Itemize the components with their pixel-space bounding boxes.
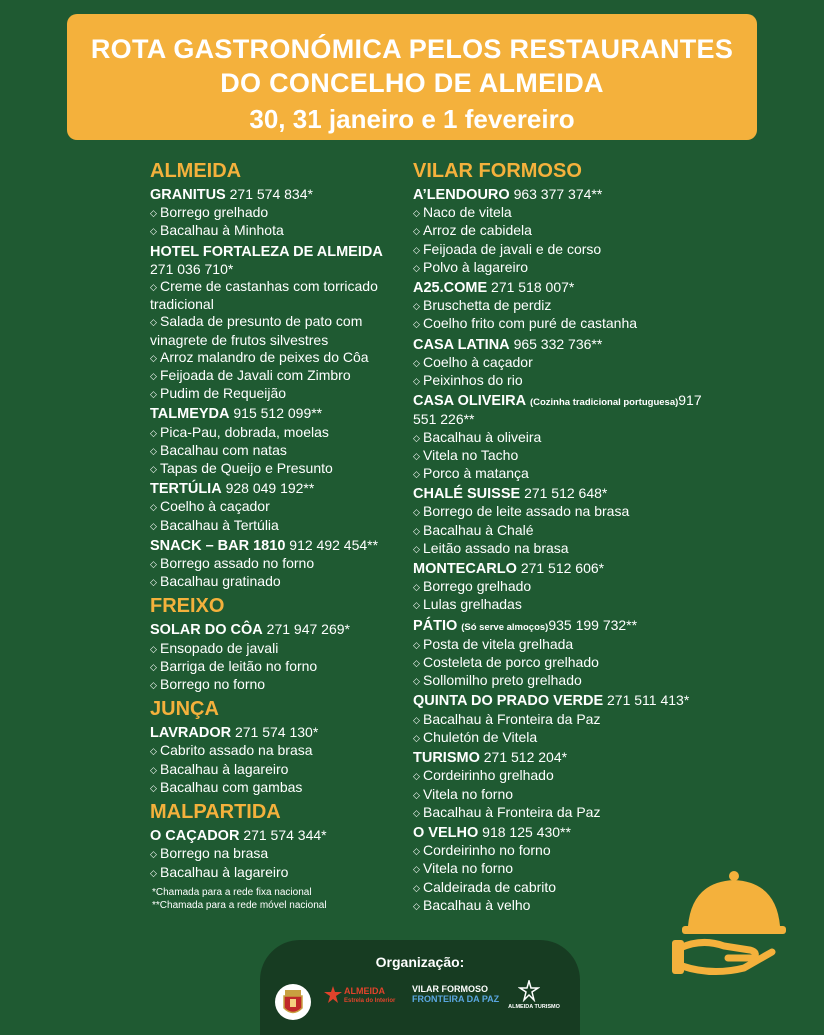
dish-item <box>150 640 405 658</box>
restaurant-phone: 271 512 606* <box>520 560 605 577</box>
dish-name: Borrego grelhado <box>160 204 269 221</box>
dish-name: Borrego grelhado <box>423 578 532 595</box>
diamond-bullet-icon: ◇ <box>150 371 157 382</box>
dish-name: Bruschetta de perdiz <box>423 297 552 314</box>
diamond-bullet-icon: ◇ <box>150 427 157 438</box>
region-heading: FREIXO <box>150 595 225 618</box>
diamond-bullet-icon: ◇ <box>413 807 420 818</box>
almeida-logo-text: ALMEIDA <box>344 986 385 996</box>
dish-name: Cabrito assado na brasa <box>160 742 313 759</box>
restaurant-entry <box>150 405 405 478</box>
restaurant-phone: 271 518 007* <box>491 279 575 296</box>
restaurant-header <box>413 186 713 204</box>
dish-item <box>150 460 405 478</box>
dish-item <box>150 573 405 591</box>
restaurant-header <box>413 560 713 578</box>
restaurant-phone: 271 512 204* <box>483 749 568 766</box>
dish-name: Vitela no forno <box>423 785 514 802</box>
dish-name: Sollomilho preto grelhado <box>423 672 582 689</box>
restaurant-phone: 271 574 834* <box>229 186 313 202</box>
diamond-bullet-icon: ◇ <box>150 559 157 570</box>
municipality-coat-of-arms-logo <box>274 980 312 1029</box>
dish-item <box>150 864 405 882</box>
dish-item <box>413 540 713 558</box>
dish-item <box>413 297 713 315</box>
dish-item <box>413 259 713 277</box>
dish-item <box>413 636 713 654</box>
region-heading: JUNÇA <box>150 698 219 721</box>
dish-item <box>150 222 405 240</box>
diamond-bullet-icon: ◇ <box>150 226 157 237</box>
restaurant-header <box>413 692 713 710</box>
dish-item <box>413 503 713 521</box>
dish-item <box>150 517 405 535</box>
restaurant-name: A25.COME <box>413 280 488 297</box>
restaurant-entry <box>150 480 405 535</box>
dish-item <box>150 498 405 516</box>
restaurant-name: MONTECARLO <box>413 561 517 578</box>
diamond-bullet-icon: ◇ <box>150 389 157 400</box>
restaurant-phone: 271 947 269* <box>266 621 350 638</box>
diamond-bullet-icon: ◇ <box>150 577 157 588</box>
dish-item <box>413 315 713 333</box>
dish-item <box>150 385 405 403</box>
restaurant-phone: 915 512 099** <box>233 405 323 422</box>
dish-name: Pudim de Requeijão <box>160 385 287 402</box>
diamond-bullet-icon: ◇ <box>413 319 420 330</box>
diamond-bullet-icon: ◇ <box>413 226 420 237</box>
diamond-bullet-icon: ◇ <box>150 746 157 757</box>
region-heading: ALMEIDA <box>150 160 242 182</box>
dish-item <box>413 729 713 747</box>
almeida-turismo-logo-text: ALMEIDA TURISMO <box>508 1004 560 1010</box>
restaurant-name: PÁTIO <box>413 617 458 634</box>
restaurant-header <box>413 617 713 636</box>
restaurant-entry <box>413 617 713 691</box>
restaurant-name: GRANITUS <box>150 187 226 203</box>
dish-item <box>413 465 713 483</box>
diamond-bullet-icon: ◇ <box>413 262 420 273</box>
dish-item <box>413 578 713 596</box>
restaurant-entry <box>413 485 713 558</box>
dish-item <box>413 879 713 897</box>
dish-name: Bacalhau à lagareiro <box>160 760 289 777</box>
restaurant-entry <box>150 827 405 882</box>
restaurant-entry <box>413 749 713 822</box>
dish-item <box>413 354 713 372</box>
dish-name: Bacalhau à Chalé <box>423 521 534 538</box>
restaurant-header <box>413 749 713 767</box>
restaurant-entry <box>150 724 405 797</box>
restaurant-entry <box>413 279 713 334</box>
restaurant-header <box>413 824 713 842</box>
dish-name: Peixinhos do rio <box>423 372 523 389</box>
dish-name: Arroz de cabidela <box>423 222 532 239</box>
footnotes <box>152 886 327 912</box>
dish-item <box>150 313 405 348</box>
diamond-bullet-icon: ◇ <box>413 846 420 857</box>
restaurant-note: (Cozinha tradicional portuguesa) <box>529 397 679 409</box>
restaurant-header <box>413 485 713 503</box>
dish-name: Bacalhau à Minhota <box>160 222 284 239</box>
vilar-formoso-logo <box>412 984 502 1004</box>
dish-name: Cordeirinho no forno <box>423 842 551 859</box>
dish-name: Bacalhau à velho <box>423 896 531 913</box>
dish-item <box>413 786 713 804</box>
diamond-bullet-icon: ◇ <box>150 680 157 691</box>
dish-name: Coelho à caçador <box>423 353 533 370</box>
diamond-bullet-icon: ◇ <box>413 450 420 461</box>
footnote-landline: *Chamada para a rede fixa nacional <box>152 887 312 898</box>
diamond-bullet-icon: ◇ <box>413 469 420 480</box>
dish-name: Feijoada de javali e de corso <box>423 240 602 257</box>
restaurant-name: SOLAR DO CÔA <box>150 622 263 639</box>
dish-item <box>150 676 405 694</box>
dish-name: Tapas de Queijo e Presunto <box>160 460 333 477</box>
restaurant-header <box>150 537 405 555</box>
diamond-bullet-icon: ◇ <box>413 600 420 611</box>
dish-name: Naco de vitela <box>423 204 512 221</box>
diamond-bullet-icon: ◇ <box>413 525 420 536</box>
diamond-bullet-icon: ◇ <box>150 867 157 878</box>
dish-name: Costeleta de porco grelhado <box>423 654 599 671</box>
dish-item <box>413 596 713 614</box>
diamond-bullet-icon: ◇ <box>150 643 157 654</box>
dish-item <box>150 204 405 222</box>
restaurant-name: O VELHO <box>413 824 479 841</box>
event-dates: 30, 31 janeiro e 1 fevereiro <box>249 104 575 134</box>
restaurant-entry <box>150 537 405 592</box>
dish-name: Borrego no forno <box>160 676 266 693</box>
restaurant-phone: 271 574 130* <box>234 724 319 741</box>
diamond-bullet-icon: ◇ <box>413 864 420 875</box>
dish-item <box>413 222 713 240</box>
serving-cloche-hand-icon <box>672 866 792 986</box>
dish-name: Bacalhau à oliveira <box>423 428 542 445</box>
restaurant-phone: 965 332 736** <box>513 335 603 352</box>
dish-item <box>413 860 713 878</box>
dish-name: Borrego na brasa <box>160 845 269 862</box>
diamond-bullet-icon: ◇ <box>413 376 420 387</box>
diamond-bullet-icon: ◇ <box>150 849 157 860</box>
restaurant-header <box>413 392 713 428</box>
region-heading: MALPARTIDA <box>150 801 281 824</box>
dish-item <box>413 372 713 390</box>
dish-name: Vitela no Tacho <box>423 446 519 463</box>
restaurant-name: O CAÇADOR <box>150 828 240 845</box>
dish-name: Feijoada de Javali com Zimbro <box>160 367 351 384</box>
dish-name: Borrego de leite assado na brasa <box>423 503 630 520</box>
dish-name: Ensopado de javali <box>160 639 279 656</box>
diamond-bullet-icon: ◇ <box>150 764 157 775</box>
diamond-bullet-icon: ◇ <box>413 507 420 518</box>
restaurant-phone: 271 574 344* <box>243 827 327 844</box>
diamond-bullet-icon: ◇ <box>150 282 157 293</box>
restaurant-phone: 917 551 226** <box>413 392 702 428</box>
dish-name: Caldeirada de cabrito <box>423 878 557 895</box>
restaurant-name: QUINTA DO PRADO VERDE <box>413 693 604 710</box>
dish-item <box>413 672 713 690</box>
restaurant-header <box>150 186 405 204</box>
dish-name: Chuletón de Vitela <box>423 728 538 745</box>
dish-item <box>150 424 405 442</box>
restaurant-header <box>150 405 405 423</box>
title-line-1: ROTA GASTRONÓMICA PELOS RESTAURANTES <box>90 34 734 64</box>
diamond-bullet-icon: ◇ <box>413 658 420 669</box>
dish-item <box>413 711 713 729</box>
diamond-bullet-icon: ◇ <box>413 771 420 782</box>
restaurant-entry <box>413 692 713 747</box>
diamond-bullet-icon: ◇ <box>150 502 157 513</box>
diamond-bullet-icon: ◇ <box>150 464 157 475</box>
dish-item <box>150 278 405 313</box>
restaurant-name: CHALÉ SUISSE <box>413 486 521 503</box>
dish-item <box>413 429 713 447</box>
restaurant-entry <box>413 336 713 391</box>
diamond-bullet-icon: ◇ <box>413 676 420 687</box>
diamond-bullet-icon: ◇ <box>150 782 157 793</box>
dish-name: Coelho à caçador <box>160 498 270 515</box>
restaurant-phone: 928 049 192** <box>225 480 315 497</box>
dish-name: Bacalhau à Fronteira da Paz <box>423 710 601 727</box>
restaurant-entry <box>150 621 405 694</box>
restaurant-header <box>150 827 405 845</box>
organization-title: Organização: <box>375 954 465 970</box>
dish-name: Polvo à lagareiro <box>423 258 529 275</box>
diamond-bullet-icon: ◇ <box>413 639 420 650</box>
fronteira-da-paz-logo-text: FRONTEIRA DA PAZ <box>412 994 500 1004</box>
diamond-bullet-icon: ◇ <box>413 900 420 911</box>
diamond-bullet-icon: ◇ <box>150 661 157 672</box>
dish-item <box>413 842 713 860</box>
left-column <box>150 156 405 884</box>
almeida-logo-tagline: Estrela do Interior <box>344 998 396 1004</box>
dish-name: Borrego assado no forno <box>160 555 315 572</box>
right-column <box>413 156 713 917</box>
restaurant-entry <box>150 243 405 404</box>
dish-name: Cordeirinho grelhado <box>423 767 554 784</box>
restaurant-phone: 271 511 413* <box>607 692 690 709</box>
restaurant-header <box>150 621 405 639</box>
diamond-bullet-icon: ◇ <box>413 543 420 554</box>
dish-item <box>150 367 405 385</box>
diamond-bullet-icon: ◇ <box>150 520 157 531</box>
dish-name: Leitão assado na brasa <box>423 539 569 556</box>
region-heading: VILAR FORMOSO <box>413 160 582 182</box>
dish-item <box>413 897 713 915</box>
restaurant-name: CASA LATINA <box>413 336 510 353</box>
dish-item <box>413 204 713 222</box>
footnote-mobile: **Chamada para a rede móvel nacional <box>152 900 327 911</box>
diamond-bullet-icon: ◇ <box>150 352 157 363</box>
diamond-bullet-icon: ◇ <box>413 789 420 800</box>
restaurant-name: HOTEL FORTALEZA DE ALMEIDA <box>150 243 383 260</box>
restaurant-header <box>150 724 405 742</box>
restaurant-phone: 963 377 374** <box>513 186 603 202</box>
dish-item <box>150 555 405 573</box>
restaurant-note: (Só serve almoços) <box>461 621 549 633</box>
dish-name: Salada de presunto de pato com vinagrete de frutos silvestres <box>150 313 363 348</box>
dish-item <box>413 654 713 672</box>
restaurant-name: TURISMO <box>413 750 480 767</box>
restaurant-phone: 271 036 710* <box>150 260 234 277</box>
dish-item <box>150 742 405 760</box>
diamond-bullet-icon: ◇ <box>413 208 420 219</box>
diamond-bullet-icon: ◇ <box>150 208 157 219</box>
diamond-bullet-icon: ◇ <box>413 732 420 743</box>
dish-name: Creme de castanhas com torricado tradicional <box>150 278 378 313</box>
dish-item <box>413 804 713 822</box>
dish-name: Coelho frito com puré de castanha <box>423 315 638 332</box>
dish-name: Bacalhau gratinado <box>160 573 281 590</box>
diamond-bullet-icon: ◇ <box>413 432 420 443</box>
restaurant-phone: 271 512 648* <box>524 485 608 502</box>
dish-name: Pica-Pau, dobrada, moelas <box>160 423 329 440</box>
dish-name: Porco à matança <box>423 465 529 482</box>
dish-name: Bacalhau à Fronteira da Paz <box>423 803 601 820</box>
dish-name: Bacalhau à Tertúlia <box>160 516 279 533</box>
dish-name: Barriga de leitão no forno <box>160 657 318 674</box>
diamond-bullet-icon: ◇ <box>413 582 420 593</box>
dish-name: Bacalhau à lagareiro <box>160 863 289 880</box>
diamond-bullet-icon: ◇ <box>413 714 420 725</box>
restaurant-phone: 912 492 454** <box>289 536 379 553</box>
dish-item <box>150 761 405 779</box>
restaurant-entry <box>150 186 405 241</box>
dish-item <box>413 767 713 785</box>
dish-item <box>150 779 405 797</box>
restaurant-name: TALMEYDA <box>150 406 230 423</box>
diamond-bullet-icon: ◇ <box>413 301 420 312</box>
dish-name: Bacalhau com natas <box>160 441 287 458</box>
restaurant-phone: 918 125 430** <box>482 823 571 840</box>
diamond-bullet-icon: ◇ <box>413 244 420 255</box>
restaurant-name: CASA OLIVEIRA <box>413 393 527 410</box>
dish-item <box>413 522 713 540</box>
dish-name: Arroz malandro de peixes do Côa <box>160 348 369 365</box>
title-banner <box>67 14 757 140</box>
restaurant-entry <box>413 560 713 615</box>
dish-name: Lulas grelhadas <box>423 596 522 613</box>
restaurant-phone: 935 199 732** <box>548 616 638 633</box>
restaurant-header <box>150 243 405 278</box>
diamond-bullet-icon: ◇ <box>413 882 420 893</box>
restaurant-name: TERTÚLIA <box>150 481 222 498</box>
restaurant-entry <box>413 392 713 483</box>
restaurant-header <box>413 279 713 297</box>
restaurant-header <box>413 336 713 354</box>
diamond-bullet-icon: ◇ <box>150 317 157 328</box>
dish-item <box>150 658 405 676</box>
restaurant-name: A’LENDOURO <box>413 187 510 203</box>
diamond-bullet-icon: ◇ <box>413 357 420 368</box>
dish-name: Posta de vitela grelhada <box>423 635 574 652</box>
dish-name: Vitela no forno <box>423 860 514 877</box>
restaurant-name: LAVRADOR <box>150 725 232 742</box>
dish-name: Bacalhau com gambas <box>160 778 303 795</box>
dish-item <box>150 845 405 863</box>
restaurant-entry <box>413 824 713 915</box>
dish-item <box>413 447 713 465</box>
organization-panel <box>260 940 580 1035</box>
dish-item <box>413 241 713 259</box>
vilar-formoso-logo-text: VILAR FORMOSO <box>412 984 488 994</box>
restaurant-entry <box>413 186 713 277</box>
restaurant-name: SNACK – BAR 1810 <box>150 537 286 554</box>
almeida-turismo-logo <box>504 980 564 1012</box>
diamond-bullet-icon: ◇ <box>150 445 157 456</box>
dish-item <box>150 442 405 460</box>
restaurant-header <box>150 480 405 498</box>
title-line-2: DO CONCELHO DE ALMEIDA <box>220 68 604 98</box>
dish-item <box>150 349 405 367</box>
